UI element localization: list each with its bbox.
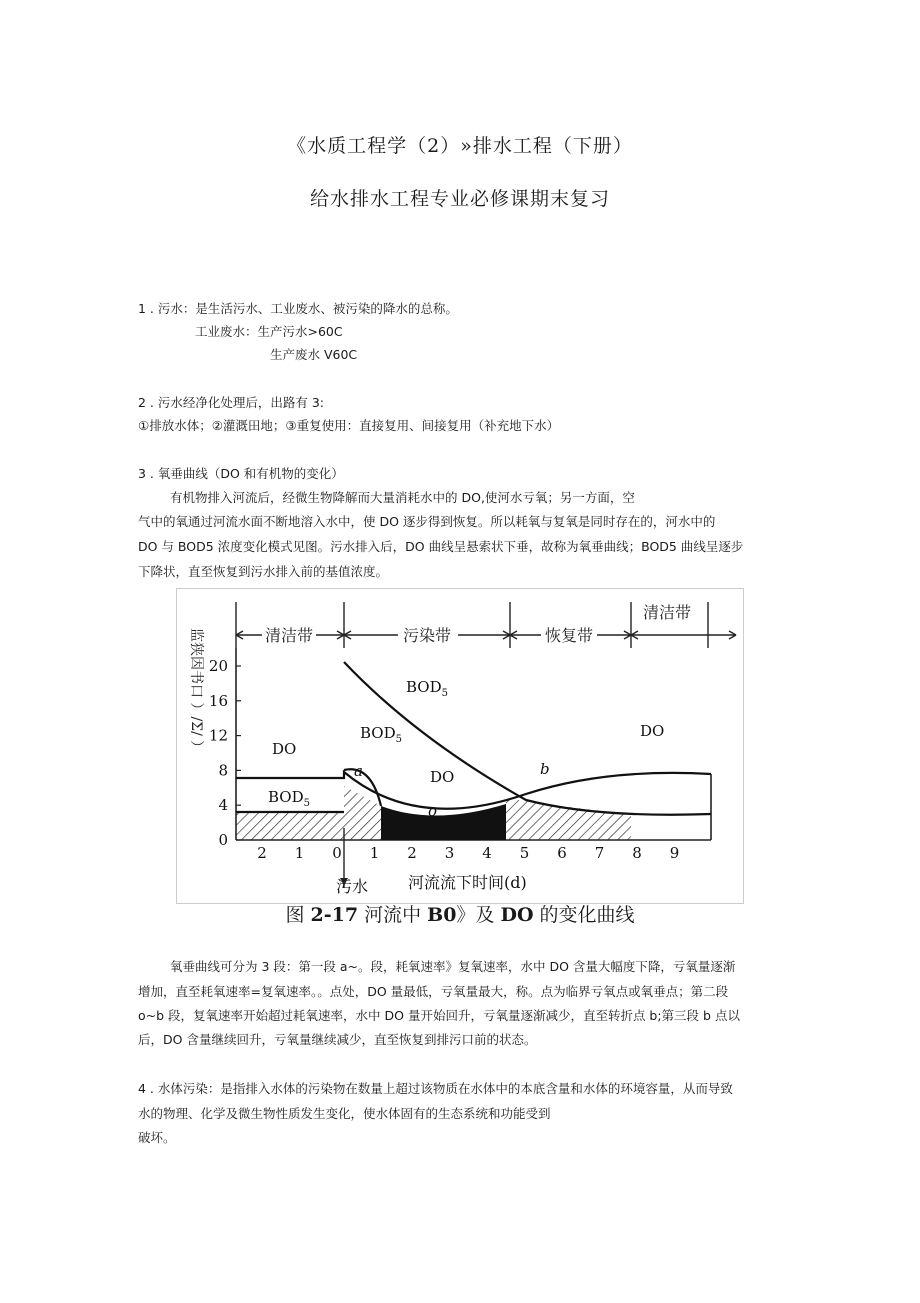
y-axis-label: 监狭因书口 ）/Ʃ/ ）: [188, 628, 204, 755]
x-tick-label: 3: [444, 844, 455, 862]
s3-p1: 有机物排入河流后，经微生物降解而大量消耗水中的 DO,使河水亏氧；另一方面，空: [170, 490, 635, 505]
zone-clean-1: 清洁带: [264, 626, 314, 645]
document-title: 《水质工程学（2）»排水工程（下册）: [287, 135, 633, 157]
document-subtitle: 给水排水工程专业必修课期末复习: [309, 188, 610, 210]
x-tick-label: 6: [557, 844, 567, 862]
s3b-p1: 氧垂曲线可分为 3 段：第一段 a~。段，耗氧速率》复氧速率，水中 DO 含量大幅度下降，亏氧量逐渐: [170, 959, 736, 974]
figure-caption: [0, 900, 920, 927]
y-tick-label: 12: [208, 726, 228, 745]
x-tick-label: 8: [632, 844, 642, 862]
caption-prefix: 图: [285, 904, 311, 926]
s1-line2: 工业废水：生产污水>60C: [195, 324, 343, 339]
s4-p2: 水的物理、化学及微生物性质发生变化，使水体固有的生态系统和功能受到: [138, 1106, 551, 1121]
label-discharge: 污水: [336, 877, 369, 896]
x-tick-label: 9: [669, 844, 680, 862]
x-tick-label: 1: [294, 844, 305, 862]
label-point-b: b: [540, 760, 550, 778]
caption-number: 2-17: [310, 904, 359, 926]
zone-recovery: 恢复带: [544, 626, 594, 645]
x-tick-label: 2: [257, 844, 267, 862]
s2-line2: ①排放水体；②灌溉田地；③重复使用：直接复用、间接复用（补充地下水）: [138, 418, 560, 433]
x-tick-label: 1: [369, 844, 380, 862]
label-do-right: DO: [640, 722, 665, 740]
label-do-mid: DO: [430, 768, 455, 786]
x-axis-label: 河流流下时间(d): [408, 873, 527, 892]
s1-line3: 生产废水 V60C: [270, 347, 358, 362]
x-tick-label: 2: [407, 844, 417, 862]
y-tick-label: 8: [218, 761, 228, 780]
caption-mid: 河流中: [358, 904, 428, 926]
oxygen-sag-figure: [176, 588, 744, 904]
label-point-o: o: [428, 802, 438, 820]
s3-heading: 3 . 氧垂曲线（DO 和有机物的变化）: [138, 466, 344, 481]
label-point-a: a: [354, 762, 363, 780]
label-bod-main: $BOD_5$: [406, 678, 448, 699]
y-tick-label: 4: [218, 796, 228, 815]
x-tick-label: 5: [519, 844, 530, 862]
y-tick-label: 0: [218, 831, 228, 849]
label-bod-upstream: $BOD_5$: [268, 788, 310, 809]
y-tick-label: 20: [208, 657, 228, 675]
s3b-p3: o~b 段，复氧速率开始超过耗氧速率，水中 DO 量开始回升，亏氧量逐渐减少，直至转折点 b;第三段 b 点以: [138, 1008, 740, 1023]
x-tick-label: 4: [482, 844, 492, 862]
s3b-p4: 后，DO 含量继续回升，亏氧量继续减少，直至恢复到排污口前的状态。: [138, 1032, 537, 1047]
s3b-p2: 增加，直至耗氧速率=复氧速率。。点处，DO 量最低，亏氧量最大，称。点为临界亏氧点或氧垂点；第二段: [138, 984, 729, 999]
x-tick-label: 0: [332, 844, 342, 862]
s4-p1: 4 . 水体污染：是指排入水体的污染物在数量上超过该物质在水体中的本底含量和水体的环境容量，从而导致: [138, 1081, 733, 1096]
zone-clean-2: 清洁带: [642, 603, 692, 622]
caption-b0: B0: [427, 904, 457, 926]
x-tick-label: 7: [594, 844, 605, 862]
s3-p4: 下降状，直至恢复到污水排入前的基值浓度。: [138, 564, 389, 579]
s3-p3: DO 与 BOD5 浓度变化模式见图。污水排入后，DO 曲线呈悬索状下垂，故称为氧垂曲线；BOD5 曲线呈逐步: [138, 539, 744, 554]
caption-do: DO: [500, 904, 534, 926]
y-tick-label: 16: [208, 691, 228, 710]
zone-polluted: 污染带: [402, 626, 452, 645]
s1-line1: 1 . 污水：是生活污水、工业废水、被污染的降水的总称。: [138, 301, 458, 316]
label-bod-lower: $BOD_5$: [360, 724, 402, 745]
s4-p3: 破坏。: [138, 1130, 176, 1145]
caption-suffix: 的变化曲线: [533, 904, 635, 926]
label-do-upstream: DO: [272, 740, 297, 758]
bod-recovery-hatch: [506, 798, 631, 840]
caption-mid2: 》及: [456, 904, 501, 926]
s3-p2: 气中的氧通过河流水面不断地溶入水中，使 DO 逐步得到恢复。所以耗氧与复氧是同时存在的，河水中的: [138, 514, 716, 529]
s2-line1: 2 . 污水经净化处理后，出路有 3:: [138, 395, 325, 410]
